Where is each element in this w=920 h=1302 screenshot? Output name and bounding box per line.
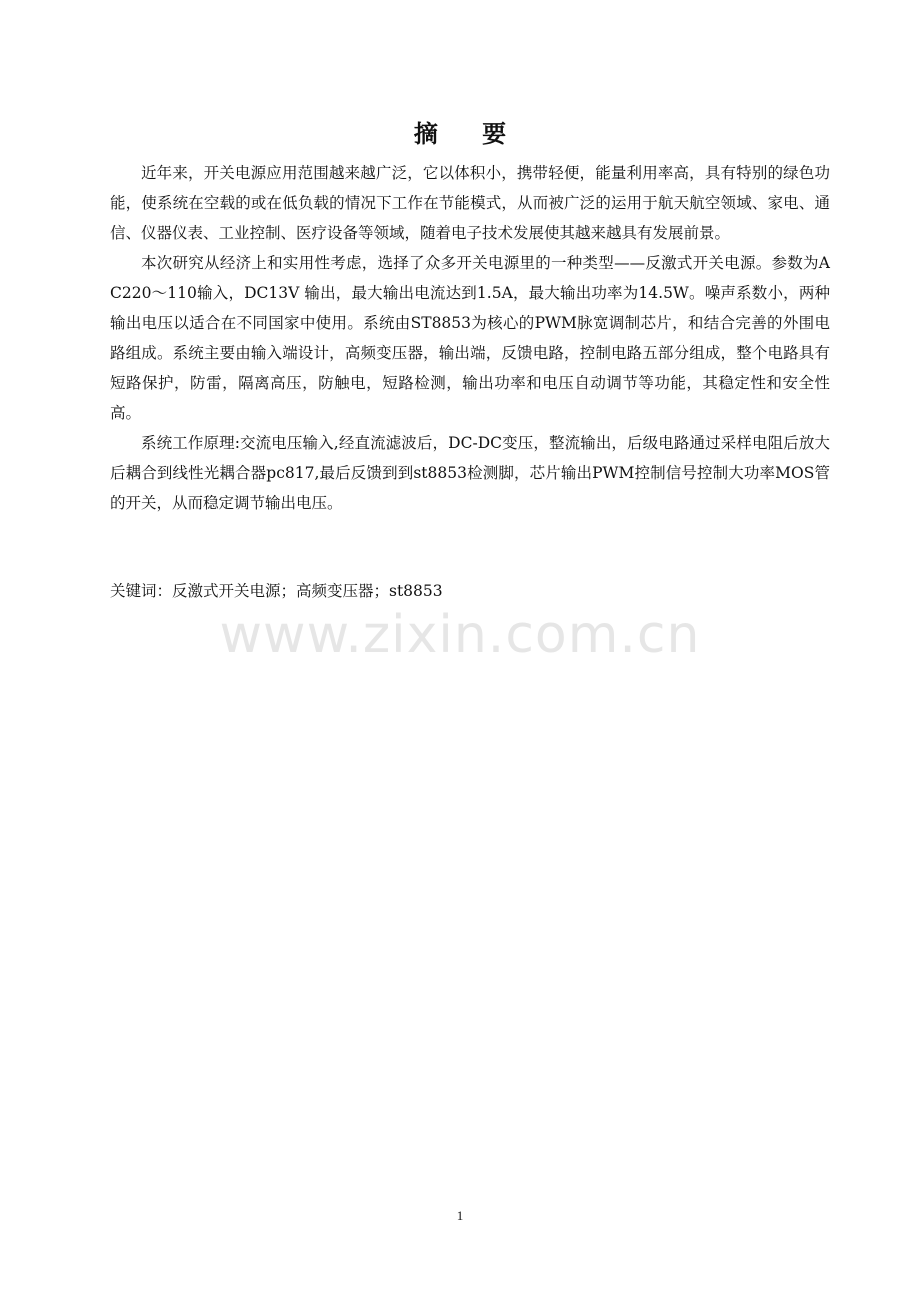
watermark: www.zixin.com.cn — [219, 605, 701, 665]
abstract-title: 摘 要 — [413, 120, 525, 148]
abstract-body — [110, 158, 830, 518]
abstract-paragraph-1: 近年来，开关电源应用范围越来越广泛，它以体积小，携带轻便，能量利用率高，具有特别的绿色功能，使系统在空载的或在低负载的情况下工作在节能模式，从而被广泛的运用于航天航空领域、家电、通信、仪器仪表、工业控制、医疗设备等领域，随着电子技术发展使其越来越具有发展前景。 — [110, 164, 830, 242]
abstract-paragraph-2: 本次研究从经济上和实用性考虑，选择了众多开关电源里的一种类型——反激式开关电源。参数为AC220～110输入，DC13V 输出，最大输出电流达到1.5A，最大输出功率为14.5W。噪声系数小，两种输出电压以适合在不同国家中使用。系统由ST8853为核心的PWM脉宽调制芯片，和结合完善的外围电路组成。系统主要由输入端设计，高频变压器，输出端，反馈电路，控制电路五部分组成，整个电路具有短路保护，防雷，隔离高压，防触电，短路检测，输出功率和电压自动调节等功能，其稳定性和安全性高。 — [110, 254, 830, 422]
page-number: 1 — [456, 1208, 464, 1223]
abstract-paragraph-3: 系统工作原理:交流电压输入,经直流滤波后，DC-DC变压，整流输出，后级电路通过采样电阻后放大后耦合到线性光耦合器pc817,最后反馈到到st8853检测脚，芯片输出PWM控制信号控制大功率MOS管的开关，从而稳定调节输出电压。 — [110, 434, 830, 512]
keywords-line: 关键词：反激式开关电源；高频变压器；st8853 — [110, 582, 443, 600]
